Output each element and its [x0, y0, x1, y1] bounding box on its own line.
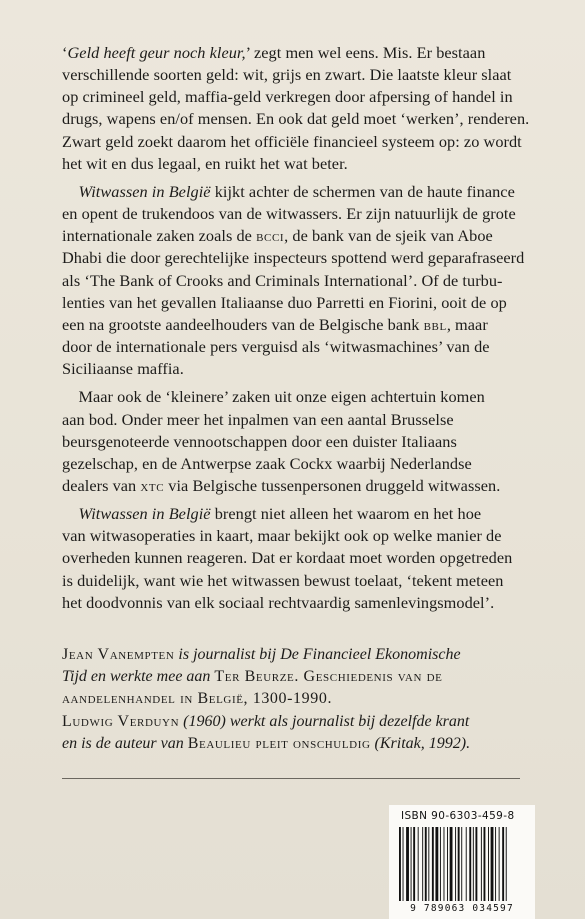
paragraph: [62, 386, 534, 497]
barcode-icon: [397, 827, 527, 901]
author-text: (1960) werkt als journalist bij dezelfde krant: [179, 712, 470, 730]
paragraph-text: [62, 182, 78, 201]
paragraph-text: het doodvonnis van elk sociaal rechtvaardig samenlevingsmodel’.: [62, 592, 495, 612]
paragraph-text: lenties van het gevallen Italiaanse duo Parretti en Fiorini, ooit de op: [62, 292, 507, 312]
author-line: [62, 688, 542, 710]
paragraph-text: bbl: [423, 314, 447, 334]
paragraph-line: [62, 153, 534, 175]
paragraph: [62, 42, 534, 175]
paragraph-text: dealers van: [62, 475, 141, 495]
paragraph-text: door de internationale pers verguisd als ‘witwasmachines’ van de: [62, 337, 490, 357]
paragraph-text: , de bank van de sjeik van Aboe: [284, 226, 493, 246]
author-line: [62, 711, 542, 733]
paragraph-line: [62, 475, 534, 497]
paragraph-text: is duidelijk, want wie het witwassen bewust toelaat, ‘tekent meteen: [62, 570, 504, 590]
paragraph-text: brengt niet alleen het waarom en het hoe: [210, 504, 482, 524]
blurb-text: [62, 42, 534, 620]
paragraph-text: als ‘The Bank of Crooks and Criminals International’. Of de turbu-: [62, 270, 503, 290]
paragraph-text: ‘: [62, 43, 68, 62]
paragraph-line: [62, 431, 534, 453]
author-line: [62, 666, 542, 688]
paragraph-line: [62, 270, 534, 292]
author-text: is journalist bij De Financieel Ekonomische: [174, 646, 461, 663]
paragraph-line: [62, 503, 534, 525]
paragraph-text: Maar ook de ‘kleinere’ zaken uit onze eigen achtertuin komen: [62, 387, 485, 407]
paragraph-line: [62, 525, 534, 547]
author-text: Tijd en werkte mee aan: [62, 668, 215, 686]
author-text: Beaulieu pleit onschuldig: [187, 734, 371, 752]
paragraph-text: gezelschap, en de Antwerpse zaak Cockx waarbij Nederlandse: [62, 453, 472, 473]
paragraph-line: [62, 108, 534, 130]
paragraph-text: xtc: [140, 475, 165, 495]
paragraph-text: verschillende soorten geld: wit, grijs en zwart. Die laatste kleur slaat: [62, 65, 512, 85]
paragraph-line: [62, 386, 534, 408]
author-bios: [62, 644, 542, 755]
paragraph-line: [62, 247, 534, 269]
paragraph-text: op crimineel geld, maffia-geld verkregen door afpersing of handel in: [62, 87, 513, 107]
paragraph-text: Witwassen in België: [78, 181, 211, 201]
paragraph-line: [62, 203, 534, 225]
paragraph-text: en opent de trukendoos van de witwassers. Er zijn natuurlijk de grote: [62, 204, 516, 224]
author-text: aandelenhandel in België, 1300-1990.: [62, 690, 333, 708]
paragraph-text: internationale zaken zoals de: [62, 226, 257, 246]
paragraph-text: Dhabi die door gerechtelijke inspecteurs spottend werd geparafraseerd: [62, 248, 525, 268]
author-text: (Kritak, 1992).: [370, 734, 471, 752]
paragraph-text: het wit en dus legaal, en ruikt het wat beter.: [62, 153, 348, 173]
paragraph-text: overheden kunnen reageren. Dat er kordaat moet worden opgetreden: [62, 548, 513, 568]
paragraph-text: kijkt achter de schermen van de haute finance: [210, 181, 515, 201]
paragraph-text: Siciliaanse maffia.: [62, 359, 184, 379]
paragraph-line: [62, 225, 534, 247]
paragraph-text: drugs, wapens en/of mensen. En ook dat geld moet ‘werken’, renderen.: [62, 109, 530, 129]
paragraph-text: , maar: [446, 314, 488, 334]
paragraph-line: [62, 336, 534, 358]
barcode-number: 9 789063 034597: [410, 903, 514, 914]
author-text: Jean Vanempten: [62, 646, 175, 663]
paragraph-text: een na grootste aandeelhouders van de Belgische bank: [62, 314, 424, 334]
paragraph-text: beursgenoteerde vennootschappen door een duister Italiaans: [62, 431, 457, 451]
author-text: en is de auteur van: [62, 734, 188, 752]
isbn-label: ISBN 90-6303-459-8: [401, 810, 515, 822]
author-text: Ter Beurze. Geschiedenis van de: [214, 668, 443, 686]
paragraph-line: [62, 64, 534, 86]
paragraph-line: [62, 86, 534, 108]
paragraph-line: [62, 570, 534, 592]
paragraph-text: Zwart geld zoekt daarom het officiële financieel systeem op: zo wordt: [62, 131, 522, 151]
paragraph-line: [62, 181, 534, 203]
paragraph-text: aan bod. Onder meer het inpalmen van een aantal Brusselse: [62, 409, 454, 429]
paragraph-line: [62, 592, 534, 614]
paragraph: [62, 503, 534, 614]
paragraph-line: [62, 547, 534, 569]
paragraph-text: bcci: [256, 226, 285, 246]
author-line: [62, 644, 542, 666]
paragraph-text: ’ zegt men wel eens. Mis. Er bestaan: [245, 43, 486, 62]
paragraph-text: via Belgische tussenpersonen druggeld witwassen.: [164, 475, 501, 495]
paragraph-line: [62, 314, 534, 336]
author-text: Ludwig Verduyn: [62, 712, 180, 730]
paragraph-text: Witwassen in België: [78, 504, 211, 524]
paragraph-line: [62, 453, 534, 475]
paragraph-line: [62, 358, 534, 380]
divider-line: [62, 778, 520, 779]
paragraph-line: [62, 409, 534, 431]
paragraph-text: Geld heeft geur noch kleur,: [67, 43, 246, 62]
paragraph-text: van witwasoperaties in kaart, maar bekijkt ook op welke manier de: [62, 526, 502, 546]
barcode-area: [389, 805, 535, 919]
paragraph-line: [62, 292, 534, 314]
author-line: [62, 733, 542, 755]
paragraph-text: [62, 504, 78, 523]
paragraph-line: [62, 42, 534, 64]
paragraph-line: [62, 131, 534, 153]
paragraph: [62, 181, 534, 380]
